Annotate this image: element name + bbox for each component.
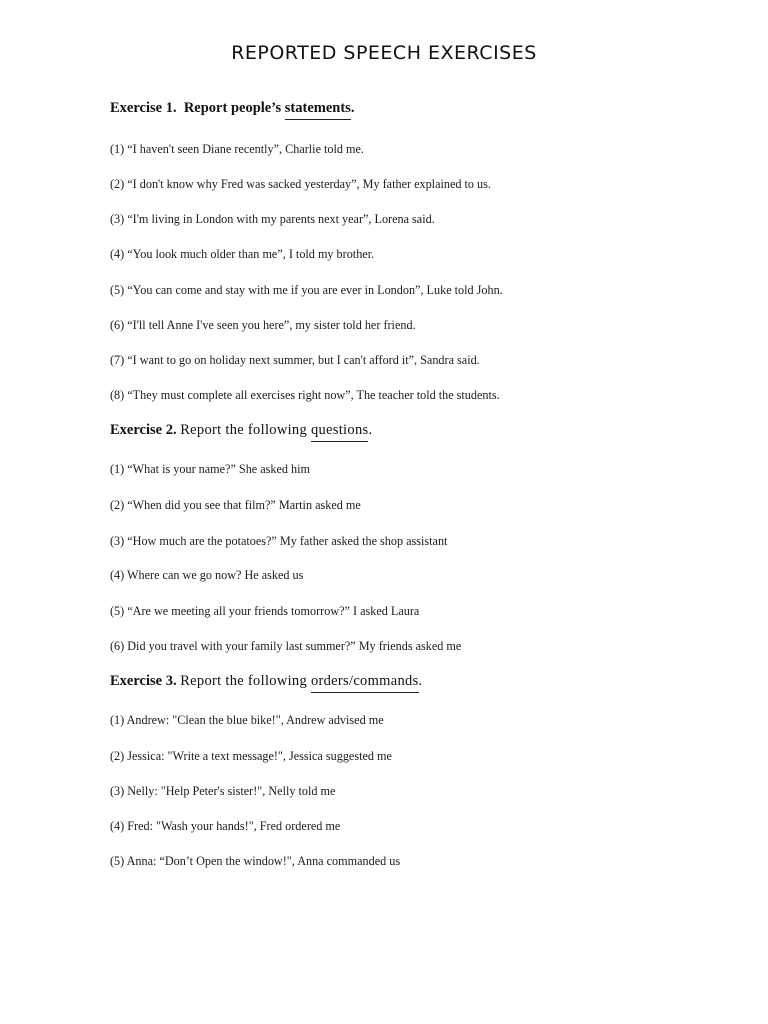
- list-item: (1) “I haven't seen Diane recently”, Charlie told me.: [110, 142, 364, 156]
- list-item: (3) “I'm living in London with my parents next year”, Lorena said.: [110, 212, 435, 226]
- list-item: (5) “You can come and stay with me if you are ever in London”, Luke told John.: [110, 283, 503, 297]
- list-item: (1) Andrew: "Clean the blue bike!", Andrew advised me: [110, 713, 384, 727]
- exercise-keyword: statements: [285, 100, 351, 120]
- list-item: (4) Fred: "Wash your hands!", Fred ordered me: [110, 819, 341, 833]
- list-item: (8) “They must complete all exercises right now”, The teacher told the students.: [110, 388, 500, 402]
- exercise-1-heading: [110, 100, 354, 117]
- list-item: (5) “Are we meeting all your friends tomorrow?” I asked Laura: [110, 604, 420, 618]
- exercise-instruction-end: .: [350, 100, 355, 116]
- list-item: (1) “What is your name?” She asked him: [110, 462, 311, 476]
- list-item: (5) Anna: “Don’t Open the window!", Anna commanded us: [110, 854, 401, 868]
- exercise-2-heading: [110, 422, 372, 439]
- list-item: (3) “How much are the potatoes?” My father asked the shop assistant: [110, 534, 448, 548]
- page-title: REPORTED SPEECH EXERCISES: [231, 42, 537, 64]
- exercise-label: Exercise 2.: [110, 422, 177, 438]
- exercise-instruction-end: .: [368, 422, 373, 438]
- exercise-keyword: questions: [311, 422, 368, 442]
- exercise-instruction: Report the following: [180, 422, 311, 438]
- exercise-instruction: Report people’s: [183, 100, 285, 116]
- exercise-label: Exercise 3.: [110, 673, 177, 689]
- list-item: (2) “When did you see that film?” Martin asked me: [110, 498, 361, 512]
- list-item: (3) Nelly: "Help Peter's sister!", Nelly told me: [110, 784, 336, 798]
- exercise-instruction: Report the following: [180, 673, 311, 689]
- list-item: (6) Did you travel with your family last summer?” My friends asked me: [110, 639, 462, 653]
- list-item: (6) “I'll tell Anne I've seen you here”, my sister told her friend.: [110, 318, 416, 332]
- exercise-instruction-end: .: [418, 673, 423, 689]
- exercise-3-heading: [110, 673, 422, 690]
- list-item: (2) Jessica: "Write a text message!", Jessica suggested me: [110, 749, 392, 763]
- list-item: (2) “I don't know why Fred was sacked yesterday”, My father explained to us.: [110, 177, 491, 191]
- list-item: (4) “You look much older than me”, I told my brother.: [110, 247, 375, 261]
- exercise-label: Exercise 1.: [110, 100, 177, 116]
- exercise-keyword: orders/commands: [311, 673, 419, 693]
- list-item: (7) “I want to go on holiday next summer, but I can't afford it”, Sandra said.: [110, 353, 480, 367]
- list-item: (4) Where can we go now? He asked us: [110, 568, 304, 582]
